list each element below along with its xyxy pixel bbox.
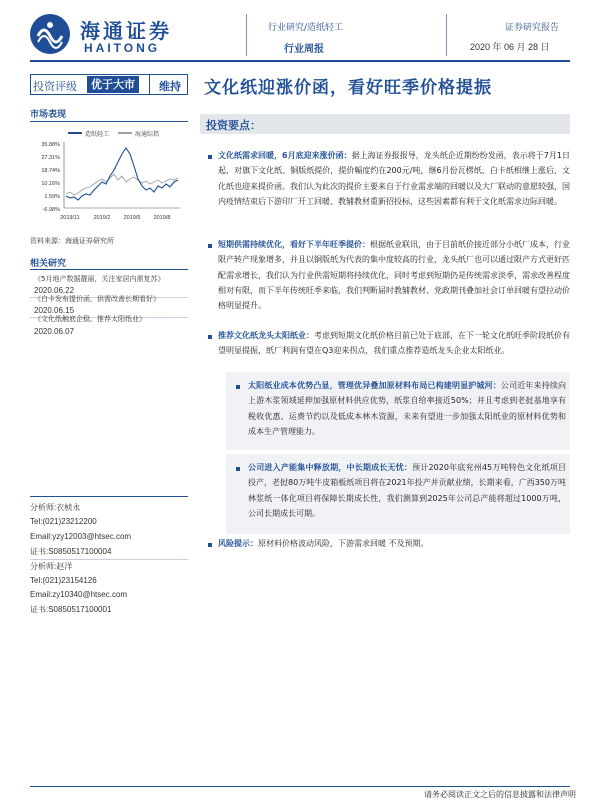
point-1 [218,148,570,209]
rating-change: 维持 [159,80,181,93]
analyst-tel: Tel:(021)23212200 [30,517,97,526]
analyst-name: 分析师:衣桢永 [30,503,81,512]
series-line-index [66,174,178,195]
x-tick-label: 2019/5 [123,215,141,221]
risk-lead: 风险提示： [218,539,258,548]
footer-rule [30,786,570,787]
logo-mark [30,14,70,54]
point-3-body: 考虑到短期文化纸价格目前已处于底部，在下一轮文化纸旺季阶段纸价有望明显提振，纸厂利润有望在Q3迎来拐点，我们重点推荐造纸龙头企业太阳纸业。 [218,331,570,356]
related-rule [30,269,188,270]
analyst-tel: Tel:(021)23154126 [30,576,97,585]
point-2 [218,237,570,313]
page-title: 文化纸迎涨价函，看好旺季价格提振 [204,78,492,98]
analyst-cert: 证书:S0850517100001 [30,605,112,614]
sub-bullet-icon [236,467,240,471]
sub-point-2-body: 预计2020年底兖州45万吨特色文化纸项目投产，老挝80万吨牛皮箱板纸项目将在2021年投产并贡献业绩，长期来看，广西350万吨林浆纸一体化项目将保障长期成长性，我们测算到2025年公司总产能将超过1000万吨，公司长期成长可期。 [248,463,566,518]
legend-label-index: 海通综指 [135,131,160,138]
point-2-body: 根据纸业联讯，由于目前纸价接近部分小纸厂成本，行业限产转产现象增多，并且以铜版纸为代表的集中度较高的行业，龙头纸厂也可以通过限产方式更好匹配需求增长，我们认为行业供需短期将持续优化，同时考虑到短期仍是传统需求淡季，需求改善程度相对有限，而下半年传统旺季来临，我们判断届时教辅教材、党政期刊叠加社会订单回暖有望拉动价格明显提升。 [218,240,570,311]
risk-body: 原材料价格波动风险，下游需求回暖 不及预期。 [258,539,429,548]
chart-source: 资料来源：海通证券研究所 [30,237,114,245]
header-divider [446,14,447,56]
related-item-date: 2020.06.15 [34,306,75,315]
x-tick-label: 2019/2 [93,215,111,221]
analyst-cert: 证书:S0850517100004 [30,547,112,556]
sub-bullet-icon [236,385,240,389]
sub-point-1-lead: 太阳纸业成本优势凸显，管理优异叠加原材料布局已构建明显护城河： [248,381,501,390]
y-tick-label: -6.98% [42,207,60,213]
section-heading: 投资要点： [206,119,261,132]
report-date: 2020 年 06 月 28 日 [470,42,550,52]
y-tick-label: 10.16% [41,181,60,187]
rating-value: 优于大市 [87,76,139,93]
related-item-date: 2020.06.22 [34,286,75,295]
point-1-body: 据上海证券报报导，龙头纸企近期纷纷发函，表示将于7月1日起，对旗下文化纸、铜版纸提价，提价幅度约在200元/吨，继6月份瓦楞纸、白卡纸相继上涨后，文化纸也迎来提价函。我们认为此次的提价主要来自于行业需求端的回暖以及大厂联动的意愿较强，国内疫情结束后下游印厂开工回暖、教辅教材重新招投标，这些因素都有利于文化纸需求边际回暖。 [218,151,570,206]
rating-divider [149,75,150,94]
risk-note [218,536,570,551]
bullet-icon [208,543,212,547]
rating-label: 投资评级 [33,80,77,93]
related-heading: 相关研究 [30,259,67,269]
report-category: 行业研究/造纸轻工 [268,23,344,33]
header-rule [30,60,570,62]
sub-point-1 [248,378,566,439]
sub-point-2 [248,460,566,521]
analyst-name: 分析师:赵洋 [30,562,73,571]
bullet-icon [208,335,212,339]
analyst-email[interactable]: Email:yzy12003@htsec.com [30,532,132,541]
y-tick-label: 18.74% [41,168,60,174]
footer-disclaimer[interactable]: 请务必阅读正文之后的信息披露和法律声明 [424,790,576,799]
analyst-email[interactable]: Email:zy10340@htsec.com [30,590,128,599]
bullet-icon [208,244,212,248]
related-item-title[interactable]: 《5月地产数据靓丽，关注家居内需复苏》 [34,275,165,283]
report-type: 行业周报 [284,44,324,55]
section-heading-bar [200,114,570,134]
point-3-lead: 推荐文化纸龙头太阳纸业： [218,331,314,340]
market-heading: 市场表现 [30,110,67,120]
related-item-date: 2020.06.07 [34,327,75,336]
related-item-title[interactable]: 《白卡发布提价函，供需改善长期看好》 [34,295,160,303]
point-2-lead: 短期供需持续优化，看好下半年旺季提价： [218,240,370,249]
report-series: 证券研究报告 [505,23,560,33]
point-1-lead: 文化纸需求回暖，6月底迎来涨价函： [218,151,352,160]
analyst-rule [30,496,188,497]
market-rule [30,121,188,122]
x-tick-label: 2019/8 [153,215,171,221]
series-line-industry [66,148,178,200]
logo-chinese: 海通证券 [80,19,172,43]
point-3 [218,328,570,359]
market-chart-svg [30,124,188,224]
rating-box [30,74,188,95]
logo-english: HAITONG [84,41,161,55]
legend-label-industry: 造纸轻工 [85,131,110,138]
sub-point-1-body: 公司近年来持续向上游木浆领域延伸加强原材料供应优势，纸浆自给率接近50%；并且考虑到老挝基地享有税收优惠、运费节约以及低成本林木资源，未来有望进一步加强太阳纸业的原材料优势和成本生产管理能力。 [248,381,567,436]
bullet-icon [208,155,212,159]
y-tick-label: 35.88% [41,142,60,148]
y-tick-label: 27.31% [41,155,60,161]
market-chart [30,124,188,224]
analyst-divider [30,559,188,560]
header-divider [246,14,247,56]
related-item-title[interactable]: 《文化纸触底企稳，推荐太阳纸业》 [34,315,146,323]
y-tick-label: 1.59% [44,194,60,200]
x-tick-label: 2019/11 [60,215,80,221]
sub-point-2-lead: 公司进入产能集中释放期，中长期成长无忧： [248,463,413,472]
